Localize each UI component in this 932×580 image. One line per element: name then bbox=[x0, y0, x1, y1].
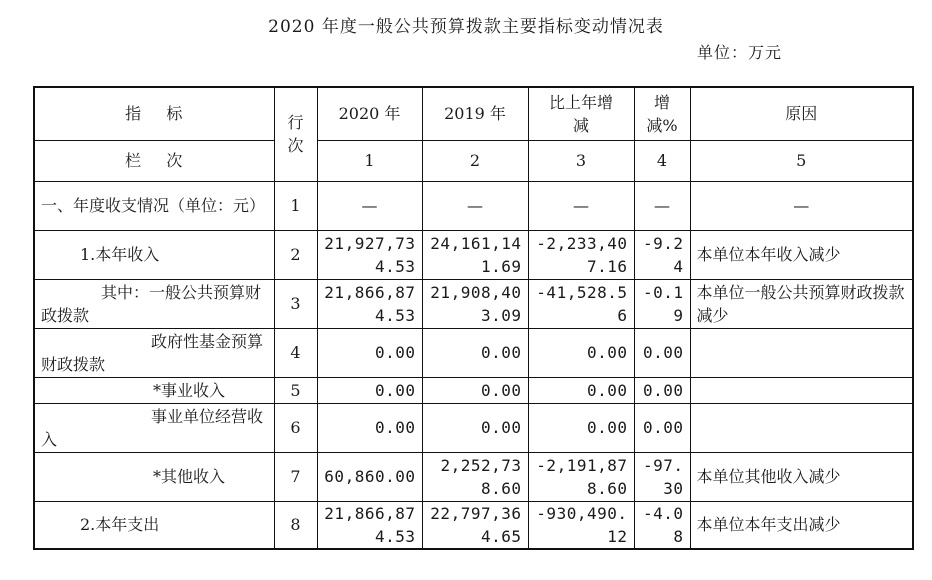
header-reason: 原因 bbox=[690, 87, 913, 140]
cell-2020: 0.00 bbox=[317, 328, 422, 377]
table-row bbox=[34, 230, 913, 279]
col-num-2: 2 bbox=[422, 140, 528, 181]
col-num-5: 5 bbox=[690, 140, 913, 181]
cell-change: -2,233,407.16 bbox=[528, 230, 634, 279]
row-no: 4 bbox=[274, 328, 317, 377]
header-row-no: 行次 bbox=[274, 87, 317, 181]
cell-change: 0.00 bbox=[528, 403, 634, 452]
cell-change-pct: -0.19 bbox=[634, 279, 690, 328]
cell-reason bbox=[690, 377, 913, 403]
cell-change-pct: -9.24 bbox=[634, 230, 690, 279]
cell-change-pct: 0.00 bbox=[634, 377, 690, 403]
unit-label: 单位：万元 bbox=[696, 43, 782, 62]
header-change-pct: 增减% bbox=[634, 87, 690, 140]
cell-change: -930,490.12 bbox=[528, 501, 634, 549]
row-no: 5 bbox=[274, 377, 317, 403]
cell-change: -41,528.56 bbox=[528, 279, 634, 328]
row-no: 8 bbox=[274, 501, 317, 549]
cell-change-pct: 0.00 bbox=[634, 328, 690, 377]
cell-2019: 2,252,738.60 bbox=[422, 452, 528, 501]
cell-reason: 本单位本年支出减少 bbox=[690, 501, 913, 549]
cell-change-pct: -4.08 bbox=[634, 501, 690, 549]
cell-2020: 0.00 bbox=[317, 377, 422, 403]
cell-2020: — bbox=[317, 181, 422, 230]
cell-reason: 本单位本年收入减少 bbox=[690, 230, 913, 279]
header-column-code: 栏 次 bbox=[34, 140, 274, 181]
cell-reason: — bbox=[690, 181, 913, 230]
cell-change-pct: -97.30 bbox=[634, 452, 690, 501]
cell-change-pct: — bbox=[634, 181, 690, 230]
row-indicator: 政府性基金预算财政拨款 bbox=[34, 328, 274, 377]
cell-change: — bbox=[528, 181, 634, 230]
cell-change: -2,191,878.60 bbox=[528, 452, 634, 501]
cell-2020: 21,866,874.53 bbox=[317, 279, 422, 328]
table-row bbox=[34, 181, 913, 230]
cell-reason: 本单位一般公共预算财政拨款减少 bbox=[690, 279, 913, 328]
cell-2019: 0.00 bbox=[422, 377, 528, 403]
indicator-table bbox=[33, 86, 914, 550]
col-num-3: 3 bbox=[528, 140, 634, 181]
table-row bbox=[34, 279, 913, 328]
header-2019: 2019 年 bbox=[422, 87, 528, 140]
row-indicator: 2.本年支出 bbox=[34, 501, 274, 549]
row-no: 6 bbox=[274, 403, 317, 452]
col-num-4: 4 bbox=[634, 140, 690, 181]
page-title: 2020 年度一般公共预算拨款主要指标变动情况表 bbox=[268, 17, 664, 37]
table-row bbox=[34, 328, 913, 377]
cell-2019: 21,908,403.09 bbox=[422, 279, 528, 328]
cell-2020: 0.00 bbox=[317, 403, 422, 452]
table-row bbox=[34, 403, 913, 452]
cell-2020: 21,866,874.53 bbox=[317, 501, 422, 549]
cell-change: 0.00 bbox=[528, 328, 634, 377]
row-indicator: 事业单位经营收入 bbox=[34, 403, 274, 452]
row-indicator: *其他收入 bbox=[34, 452, 274, 501]
cell-2019: 22,797,364.65 bbox=[422, 501, 528, 549]
table-row bbox=[34, 501, 913, 549]
col-num-1: 1 bbox=[317, 140, 422, 181]
table-row bbox=[34, 452, 913, 501]
cell-change: 0.00 bbox=[528, 377, 634, 403]
table-row bbox=[34, 377, 913, 403]
row-indicator: *事业收入 bbox=[34, 377, 274, 403]
cell-2020: 21,927,734.53 bbox=[317, 230, 422, 279]
header-change: 比上年增减 bbox=[528, 87, 634, 140]
row-no: 3 bbox=[274, 279, 317, 328]
cell-reason bbox=[690, 403, 913, 452]
cell-2019: 0.00 bbox=[422, 328, 528, 377]
row-indicator: 其中：一般公共预算财政拨款 bbox=[34, 279, 274, 328]
cell-2019: — bbox=[422, 181, 528, 230]
column-code-row bbox=[34, 140, 913, 181]
header-row bbox=[34, 87, 913, 140]
cell-2019: 24,161,141.69 bbox=[422, 230, 528, 279]
cell-reason bbox=[690, 328, 913, 377]
cell-change-pct: 0.00 bbox=[634, 403, 690, 452]
cell-2019: 0.00 bbox=[422, 403, 528, 452]
cell-2020: 60,860.00 bbox=[317, 452, 422, 501]
row-no: 1 bbox=[274, 181, 317, 230]
row-no: 2 bbox=[274, 230, 317, 279]
row-indicator: 一、年度收支情况（单位：元） bbox=[34, 181, 274, 230]
cell-reason: 本单位其他收入减少 bbox=[690, 452, 913, 501]
row-no: 7 bbox=[274, 452, 317, 501]
header-indicator: 指 标 bbox=[34, 87, 274, 140]
header-2020: 2020 年 bbox=[317, 87, 422, 140]
row-indicator: 1.本年收入 bbox=[34, 230, 274, 279]
